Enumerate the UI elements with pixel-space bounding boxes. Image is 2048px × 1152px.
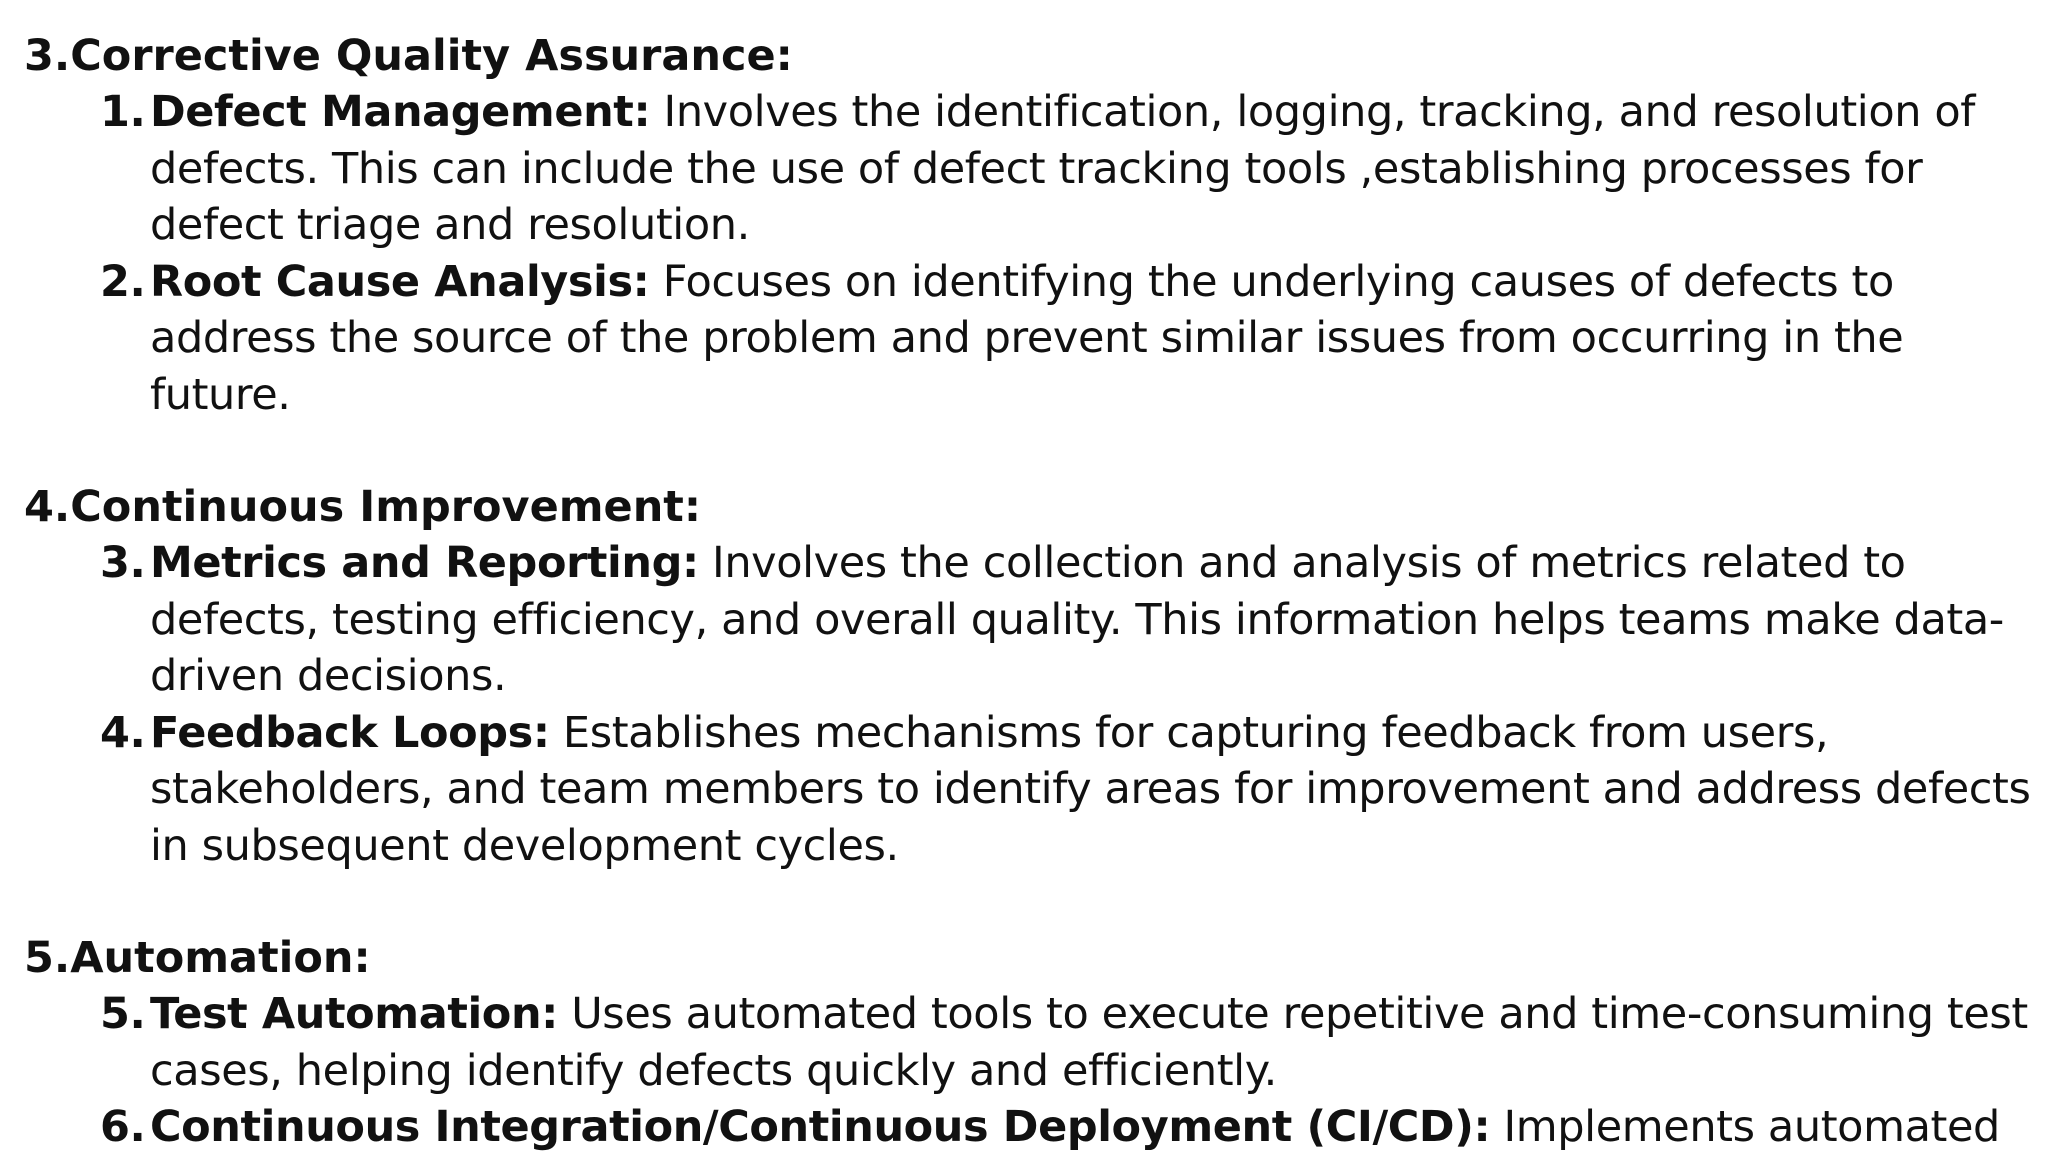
item-number: 5. — [100, 989, 146, 1039]
item-term: Metrics and Reporting: — [150, 538, 699, 588]
list-item-root-cause-analysis — [24, 254, 2034, 424]
item-number: 4. — [100, 707, 146, 758]
section-heading: 5.Automation: — [24, 933, 371, 983]
item-term: Continuous Integration/Continuous Deployment (CI/CD): — [150, 1102, 1491, 1152]
list-item-feedback-loops — [24, 705, 2034, 875]
item-number: 3. — [100, 538, 146, 588]
item-number: 2. — [100, 256, 146, 307]
list-item-metrics-and-reporting — [24, 535, 2034, 705]
item-term: Root Cause Analysis: — [150, 256, 650, 307]
section-corrective-qa — [24, 28, 2034, 423]
list-item-ci-cd — [24, 1099, 2034, 1152]
section-automation — [24, 930, 2034, 1152]
item-text: Involves the identification, logging, tracking, and resolution of defects. This can include the use of defect tracking tools ,establishing processes for defect triage and resolution. — [150, 87, 1976, 250]
item-text: Involves the collection and analysis of metrics related to defects, testing efficiency, and overall quality. This information helps teams make data-driven decisions. — [150, 538, 2004, 701]
item-text: Uses automated tools to execute repetitive and time-consuming test cases, helping identify defects quickly and efficiently. — [150, 989, 2028, 1096]
section-continuous-improvement — [24, 479, 2034, 874]
section-heading: 4.Continuous Improvement: — [24, 482, 702, 532]
section-heading: 3.Corrective Quality Assurance: — [24, 31, 793, 81]
item-text: Establishes mechanisms for capturing feedback from users, stakeholders, and team members to identify areas for improvement and address defects in subsequent development cycles. — [150, 707, 2031, 871]
list-item-test-automation — [24, 986, 2034, 1099]
list-item-defect-management — [24, 84, 2034, 254]
item-text: Implements automated — [1490, 1102, 2000, 1152]
document-body — [24, 28, 2034, 1152]
item-term: Feedback Loops: — [150, 707, 550, 758]
item-number: 1. — [100, 87, 146, 137]
item-text: Focuses on identifying the underlying causes of defects to address the source of the problem and prevent similar issues from occurring in the future. — [150, 256, 1904, 420]
item-term: Test Automation: — [150, 989, 558, 1039]
item-term: Defect Management: — [150, 87, 651, 137]
item-number: 6. — [100, 1102, 146, 1152]
